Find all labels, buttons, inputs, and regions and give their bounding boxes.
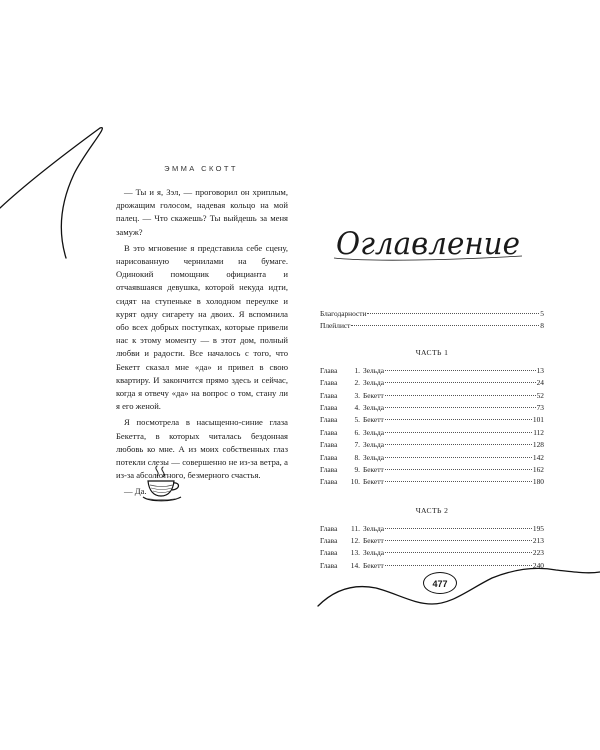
dot-leader: [385, 539, 532, 541]
chapter-prefix: Глава: [320, 402, 338, 412]
chapter-prefix: Глава: [320, 464, 338, 474]
toc-entry-label: Благодарности: [320, 309, 367, 318]
chapter-name: Зельда: [363, 452, 385, 462]
chapter-number: 5.: [354, 415, 360, 425]
part-title: ЧАСТЬ 2: [415, 505, 449, 515]
toc-chapter-entry[interactable]: [320, 377, 544, 389]
chapter-number: 11.: [351, 523, 360, 533]
chapter-page: 213: [532, 536, 544, 546]
table-of-contents: [320, 308, 544, 572]
chapter-prefix: Глава: [320, 378, 338, 388]
chapter-number: 8.: [354, 452, 360, 462]
toc-chapter-entry[interactable]: [320, 365, 544, 377]
toc-chapter-entry[interactable]: [320, 476, 544, 488]
body-text: [116, 186, 288, 499]
paragraph: В это мгновение я представила себе сцену, нарисованную чернилами на бумаге. Одинокий помощник официанта и отчаявшаяся девушка, которой некуда идти, сидят на ступеньке в холодном переулке и курят одну сигарету на двоих. Я вспомнила обо всех добрых поступках, которые привели нас к этому моменту — в этот дом, полный любви и радости. Все началось с того, что Бекетт сказал мне «да» и привел в свою квартиру. И закончится прямо здесь и сейчас, когда я отвечу «да» на вопрос о том, стану ли я его женой.: [116, 242, 288, 412]
toc-chapter-entry[interactable]: [320, 523, 544, 535]
chapter-name: Зельда: [363, 523, 385, 533]
chapter-number: 3.: [354, 390, 360, 400]
chapter-name: Зельда: [363, 427, 385, 437]
chapter-page: 101: [532, 415, 544, 425]
paragraph: — Да.: [124, 486, 147, 497]
chapter-name: Зельда: [363, 548, 385, 558]
dot-leader: [385, 394, 536, 396]
chapter-name: Зельда: [363, 402, 385, 412]
dot-leader: [385, 468, 532, 470]
chapter-page: 24: [536, 378, 544, 388]
chapter-prefix: Глава: [320, 365, 338, 375]
paragraph: Я посмотрела в насыщенно-синие глаза Бекетта, в которых читалась бездонная любовь ко мне. А из моих собственных глаз потекли слезы — совершенно не из-за ветра, а из-за абсолютного, безмерного счастья.: [116, 417, 288, 481]
chapter-prefix: Глава: [320, 415, 338, 425]
dot-leader: [367, 312, 539, 314]
chapter-page: 142: [532, 452, 544, 462]
chapter-page: 112: [533, 427, 544, 437]
chapter-name: Бекетт: [363, 390, 384, 400]
dot-leader: [385, 456, 532, 458]
toc-chapter-entry[interactable]: [320, 452, 544, 464]
toc-chapter-entry[interactable]: [320, 414, 544, 426]
chapter-page: 180: [532, 477, 544, 487]
dot-leader: [385, 381, 536, 383]
chapter-prefix: Глава: [320, 440, 338, 450]
part-title: ЧАСТЬ 1: [415, 347, 449, 357]
toc-chapter-entry[interactable]: [320, 439, 544, 451]
chapter-prefix: Глава: [320, 452, 338, 462]
toc-heading-text: Оглавление: [336, 226, 520, 262]
chapter-prefix: Глава: [320, 523, 338, 533]
part-1-chapter-list: [320, 365, 544, 489]
dot-leader: [385, 551, 532, 553]
chapter-prefix: Глава: [320, 548, 338, 558]
chapter-name: Бекетт: [363, 464, 384, 474]
dot-leader: [385, 369, 536, 371]
dot-leader: [351, 324, 539, 326]
chapter-number: 2.: [354, 378, 360, 388]
chapter-number: 4.: [354, 402, 360, 412]
toc-chapter-entry[interactable]: [320, 464, 544, 476]
chapter-number: 6.: [354, 427, 360, 437]
toc-chapter-entry[interactable]: [320, 402, 544, 414]
chapter-page: 73: [536, 402, 544, 412]
chapter-name: Зельда: [363, 378, 385, 388]
toc-chapter-entry[interactable]: [320, 560, 544, 572]
dot-leader: [385, 443, 532, 445]
dot-leader: [385, 527, 532, 529]
chapter-name: Бекетт: [363, 536, 384, 546]
chapter-prefix: Глава: [320, 560, 338, 570]
toc-chapter-entry[interactable]: [320, 535, 544, 547]
chapter-number: 7.: [354, 440, 360, 450]
chapter-number: 12.: [350, 536, 360, 546]
dot-leader: [385, 406, 536, 408]
chapter-name: Бекетт: [363, 477, 384, 487]
part-2-chapter-list: [320, 523, 544, 573]
page-number: 477: [423, 572, 457, 594]
chapter-number: 9.: [354, 464, 360, 474]
toc-heading: [332, 216, 524, 270]
chapter-number: 10.: [350, 477, 360, 487]
toc-chapter-entry[interactable]: [320, 547, 544, 559]
chapter-number: 14.: [350, 560, 360, 570]
chapter-name: Бекетт: [363, 560, 384, 570]
toc-chapter-entry[interactable]: [320, 390, 544, 402]
dot-leader: [385, 418, 532, 420]
dot-leader: [385, 564, 532, 566]
chapter-page: 162: [532, 464, 544, 474]
chapter-number: 1.: [354, 365, 360, 375]
toc-entry-page: 8: [540, 321, 544, 331]
chapter-page: 195: [532, 523, 544, 533]
toc-entry[interactable]: [320, 308, 544, 320]
chapter-page: 128: [532, 440, 544, 450]
running-head: ЭММА СКОТТ: [164, 164, 238, 173]
chapter-name: Зельда: [363, 365, 385, 375]
paragraph: — Ты и я, Зэл, — проговорил он хриплым, дрожащим голосом, надевая кольцо на мой палец. — Что скажешь? Ты выйдешь за меня замуж?: [116, 187, 288, 237]
chapter-prefix: Глава: [320, 390, 338, 400]
chapter-prefix: Глава: [320, 536, 338, 546]
chapter-number: 13.: [350, 548, 360, 558]
chapter-prefix: Глава: [320, 427, 338, 437]
chapter-page: 13: [536, 365, 544, 375]
chapter-page: 52: [536, 390, 544, 400]
chapter-name: Бекетт: [363, 415, 384, 425]
toc-entry-label: Плейлист: [320, 321, 351, 331]
toc-entry-page: 5: [540, 309, 544, 318]
dot-leader: [385, 431, 532, 433]
coffee-cup-icon: [140, 464, 184, 504]
chapter-page: 240: [532, 560, 544, 570]
chapter-prefix: Глава: [320, 477, 338, 487]
toc-chapter-entry[interactable]: [320, 427, 544, 439]
dot-leader: [385, 480, 532, 482]
chapter-page: 223: [532, 548, 544, 558]
toc-entry[interactable]: [320, 320, 544, 332]
chapter-name: Зельда: [363, 440, 385, 450]
